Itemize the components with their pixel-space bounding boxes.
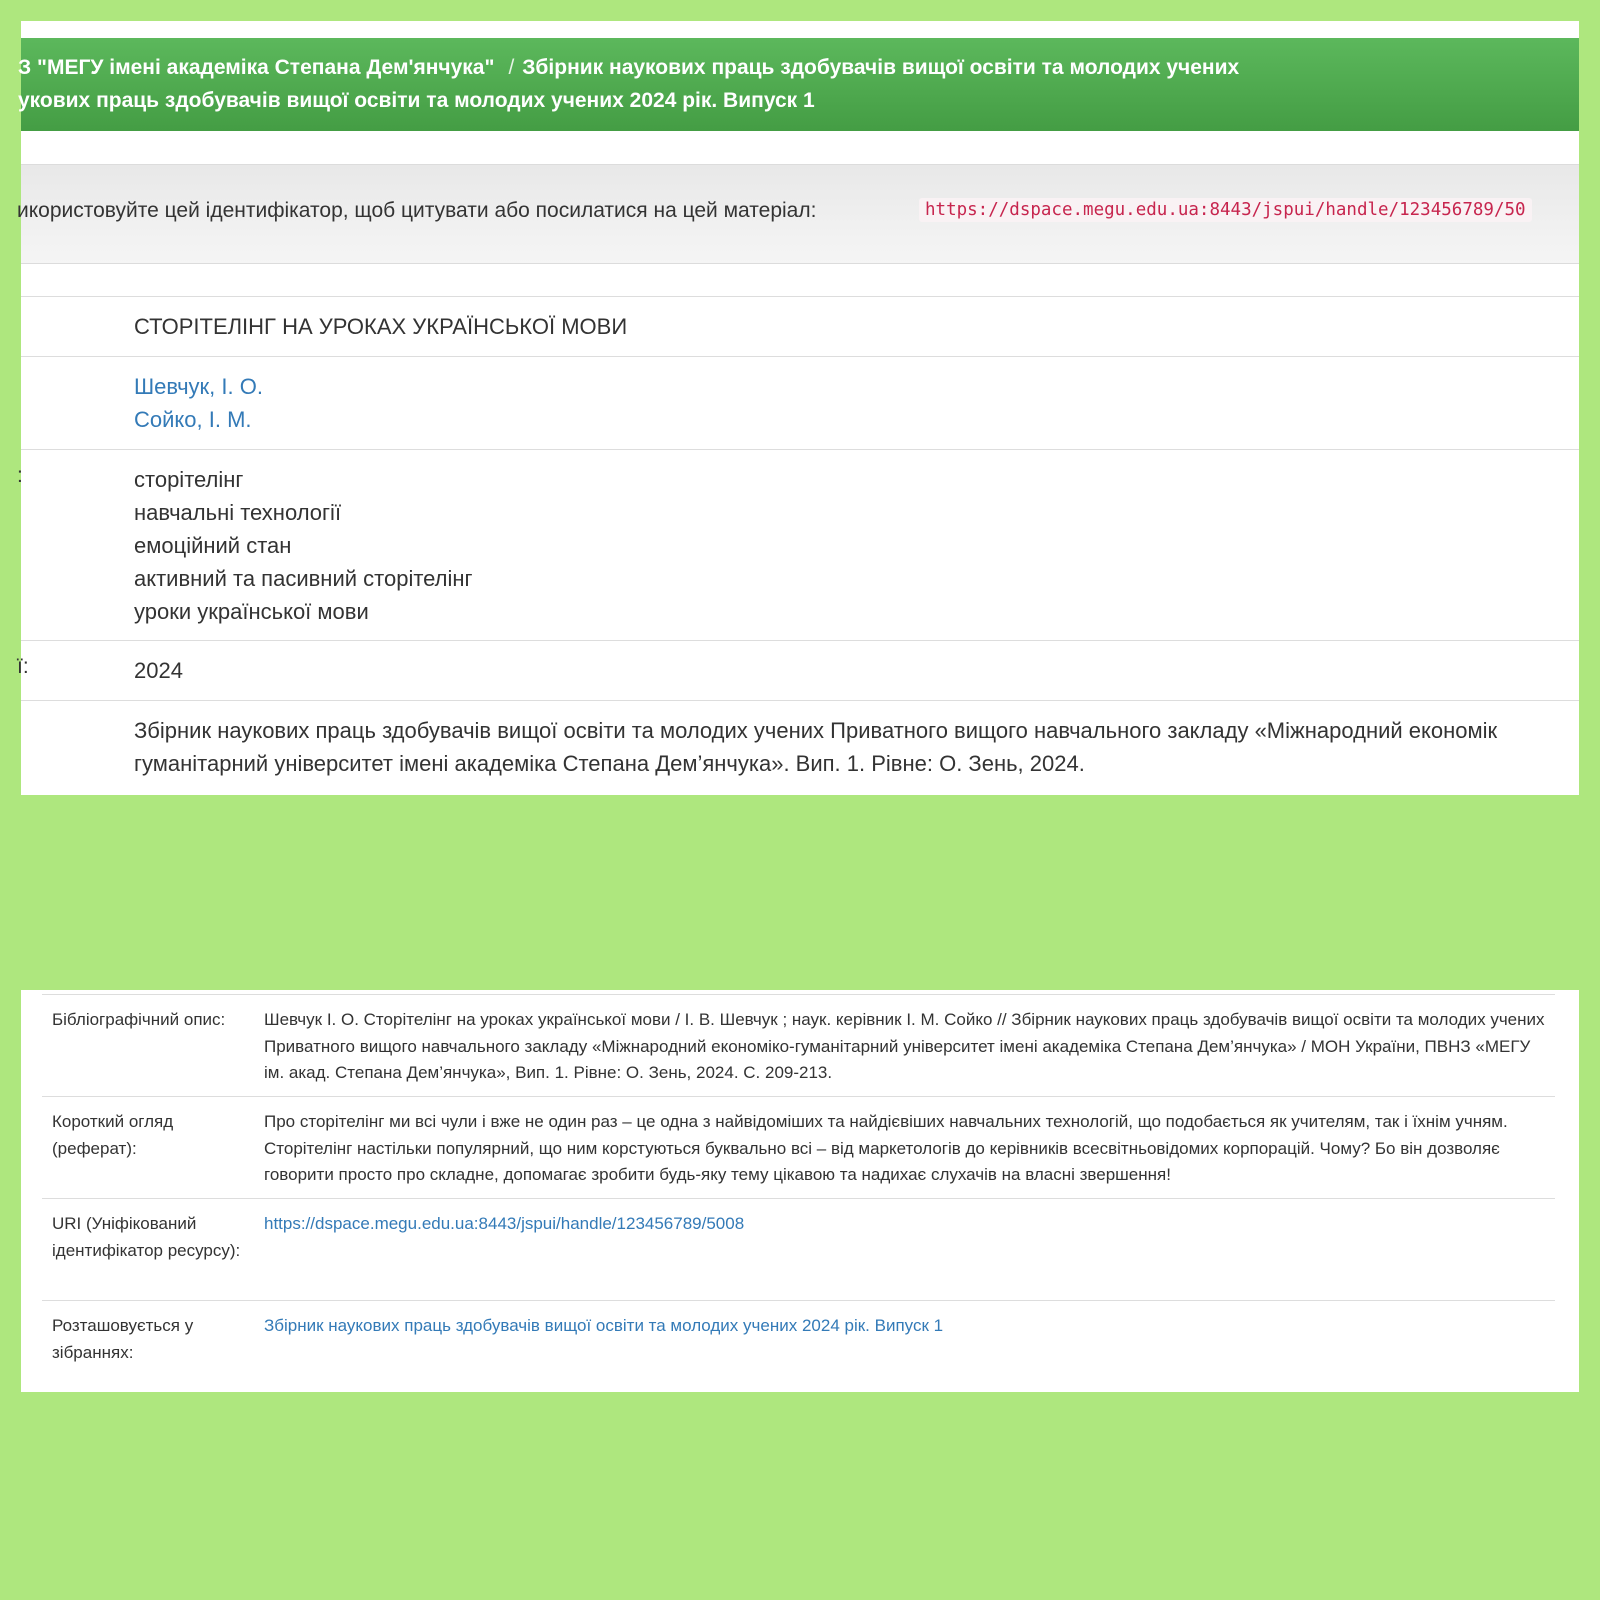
series-text-line: гуманітарний університет імені академіка Степана Дем’янчука». Вип. 1. Рівне: О. Зень, 2024. <box>134 751 1085 776</box>
citation-value: Шевчук І. О. Сторітелінг на уроках української мови / І. В. Шевчук ; наук. керівник І. М. Сойко // Збірник наукових праць здобувачів вищої освіти та молодих учених Приватного вищого навчального закладу «Міжнародний економіко-гуманітарний університет імені академіка Степана Дем’янчука» / МОН України, ПВНЗ «МЕГУ ім. акад. Степана Дем’янчука», Вип. 1. Рівне: О. Зень, 2024. С. 209-213. <box>264 1010 1545 1082</box>
metadata-row-title <box>21 296 1579 356</box>
breadcrumb-link-institution[interactable]: З "МЕГУ імені академіка Степана Дем'янчука" <box>18 56 495 79</box>
metadata-row-collections <box>42 1300 1555 1390</box>
keyword: уроки української мови <box>134 599 369 624</box>
breadcrumb-current-collection[interactable]: укових праць здобувачів вищої освіти та молодих учених 2024 рік. Випуск 1 <box>18 89 815 112</box>
collection-link[interactable]: Збірник наукових праць здобувачів вищої освіти та молодих учених 2024 рік. Випуск 1 <box>264 1316 944 1335</box>
metadata-row-citation <box>42 994 1555 1096</box>
identifier-well <box>17 164 1579 264</box>
metadata-row-date <box>17 640 1579 700</box>
identifier-prompt: икористовуйте цей ідентифікатор, щоб цитувати або посилатися на цей матеріал: <box>17 199 817 222</box>
series-text-line: Збірник наукових праць здобувачів вищої освіти та молодих учених Приватного вищого навчального закладу «Міжнародний економік <box>134 718 1498 743</box>
issue-date: 2024 <box>134 658 183 683</box>
abstract-label: Короткий огляд (реферат): <box>52 1112 174 1158</box>
item-metadata-panel <box>21 990 1579 1392</box>
item-metadata-table-bottom <box>42 994 1555 1390</box>
author-link[interactable]: Сойко, І. М. <box>134 407 252 432</box>
keyword: активний та пасивний сторітелінг <box>134 566 473 591</box>
uri-label: URI (Уніфікований ідентифікатор ресурсу): <box>52 1214 241 1260</box>
item-metadata-table <box>17 296 1579 800</box>
keywords-label-fragment: : <box>17 464 23 487</box>
date-label-fragment: ї: <box>17 655 29 678</box>
breadcrumb <box>18 38 1579 131</box>
breadcrumb-separator: / <box>508 56 515 79</box>
uri-link[interactable]: https://dspace.megu.edu.ua:8443/jspui/handle/123456789/5008 <box>264 1214 745 1233</box>
metadata-row-uri <box>42 1198 1555 1300</box>
abstract-value: Про сторітелінг ми всі чули і вже не один раз – це одна з найвідоміших та найдієвіших навчальних технологій, що подобається як учителям, так і їхнім учням. Сторітелінг настільки популярний, що ним корстуються буквально всі – від маркетологів до керівників всесвітньовідомих корпорацій. Чому? Бо він дозволяє говорити просто про складне, допомагає зробити будь-яку тему цікавою та надихає слухачів на власні звершення! <box>264 1112 1508 1184</box>
keyword: сторітелінг <box>134 467 244 492</box>
item-title: СТОРІТЕЛІНГ НА УРОКАХ УКРАЇНСЬКОЇ МОВИ <box>134 314 628 339</box>
zoomed-item-page-panel <box>17 21 1579 795</box>
metadata-row-abstract <box>42 1096 1555 1198</box>
metadata-row-series <box>21 700 1579 800</box>
metadata-row-authors <box>21 356 1579 449</box>
citation-label: Бібліографічний опис: <box>52 1010 226 1029</box>
keyword: навчальні технології <box>134 500 342 525</box>
metadata-row-keywords <box>17 449 1579 640</box>
breadcrumb-link-community[interactable]: Збірник наукових праць здобувачів вищої освіти та молодих учених <box>522 56 1240 79</box>
author-link[interactable]: Шевчук, І. О. <box>134 374 263 399</box>
identifier-url[interactable]: https://dspace.megu.edu.ua:8443/jspui/handle/123456789/50 <box>919 198 1532 222</box>
collections-label: Розташовується у зібраннях: <box>52 1316 194 1362</box>
keyword: емоційний стан <box>134 533 292 558</box>
breadcrumb-line <box>18 51 1576 84</box>
